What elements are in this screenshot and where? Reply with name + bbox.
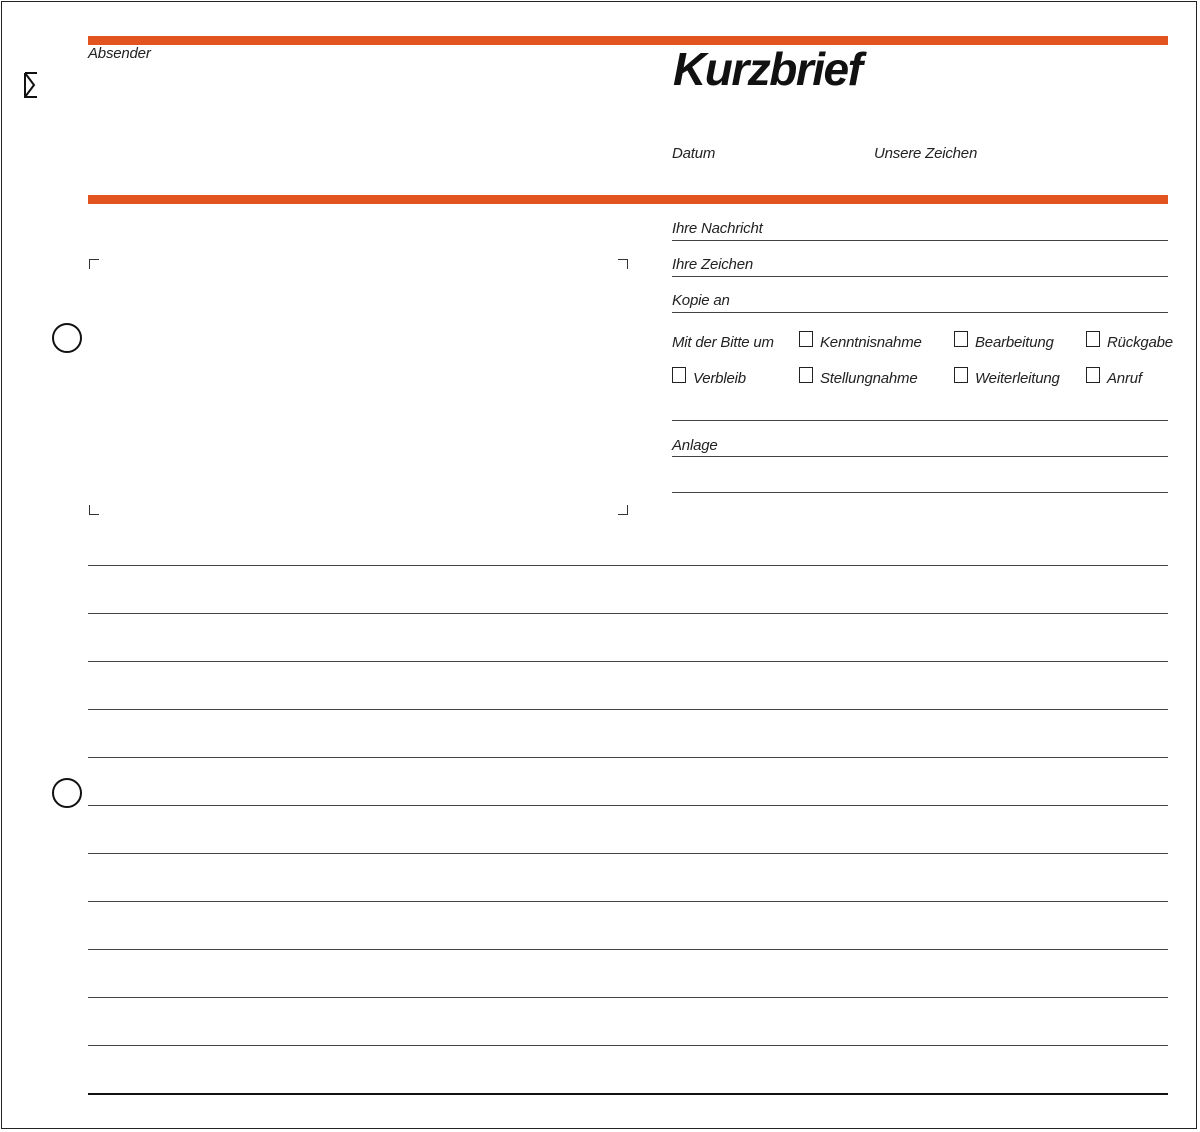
writing-line[interactable] <box>88 1045 1168 1046</box>
checkbox-bearbeitung[interactable] <box>954 331 968 347</box>
attachment-label: Anlage <box>672 437 718 454</box>
fold-mark-icon <box>22 71 40 99</box>
punch-hole-icon <box>52 323 82 353</box>
request-label: Mit der Bitte um <box>672 334 774 351</box>
your-reference-label: Ihre Zeichen <box>672 256 753 273</box>
sender-label: Absender <box>88 45 151 62</box>
writing-line[interactable] <box>88 709 1168 710</box>
date-label: Datum <box>672 145 716 162</box>
writing-line[interactable] <box>88 661 1168 662</box>
your-message-label: Ihre Nachricht <box>672 220 763 237</box>
your-reference-line[interactable] <box>672 276 1168 277</box>
form-title: Kurzbrief <box>673 43 862 95</box>
writing-line-bottom[interactable] <box>88 1093 1168 1095</box>
writing-line[interactable] <box>88 757 1168 758</box>
your-message-line[interactable] <box>672 240 1168 241</box>
option-verbleib-label: Verbleib <box>693 370 746 387</box>
checkbox-anruf[interactable] <box>1086 367 1100 383</box>
copy-to-line[interactable] <box>672 312 1168 313</box>
checkbox-weiterleitung[interactable] <box>954 367 968 383</box>
address-window-corner-top-left <box>89 259 99 269</box>
writing-line[interactable] <box>88 613 1168 614</box>
writing-line[interactable] <box>88 997 1168 998</box>
checkbox-rueckgabe[interactable] <box>1086 331 1100 347</box>
header-bottom-bar <box>88 195 1168 204</box>
writing-line[interactable] <box>88 949 1168 950</box>
checkbox-verbleib[interactable] <box>672 367 686 383</box>
address-window-corner-bottom-left <box>89 505 99 515</box>
option-weiterleitung-label: Weiterleitung <box>975 370 1060 387</box>
address-window-corner-top-right <box>618 259 628 269</box>
writing-line[interactable] <box>88 853 1168 854</box>
request-extra-line[interactable] <box>672 420 1168 421</box>
writing-line[interactable] <box>88 565 1168 566</box>
address-window-corner-bottom-right <box>618 505 628 515</box>
attachment-extra-line[interactable] <box>672 492 1168 493</box>
option-kenntnisnahme-label: Kenntnisnahme <box>820 334 922 351</box>
option-anruf-label: Anruf <box>1107 370 1142 387</box>
punch-hole-icon <box>52 778 82 808</box>
checkbox-kenntnisnahme[interactable] <box>799 331 813 347</box>
option-stellungnahme-label: Stellungnahme <box>820 370 918 387</box>
copy-to-label: Kopie an <box>672 292 730 309</box>
checkbox-stellungnahme[interactable] <box>799 367 813 383</box>
writing-line[interactable] <box>88 805 1168 806</box>
header-top-bar <box>88 36 1168 45</box>
option-bearbeitung-label: Bearbeitung <box>975 334 1054 351</box>
attachment-line[interactable] <box>672 456 1168 457</box>
our-reference-label: Unsere Zeichen <box>874 145 978 162</box>
option-rueckgabe-label: Rückgabe <box>1107 334 1173 351</box>
writing-line[interactable] <box>88 901 1168 902</box>
